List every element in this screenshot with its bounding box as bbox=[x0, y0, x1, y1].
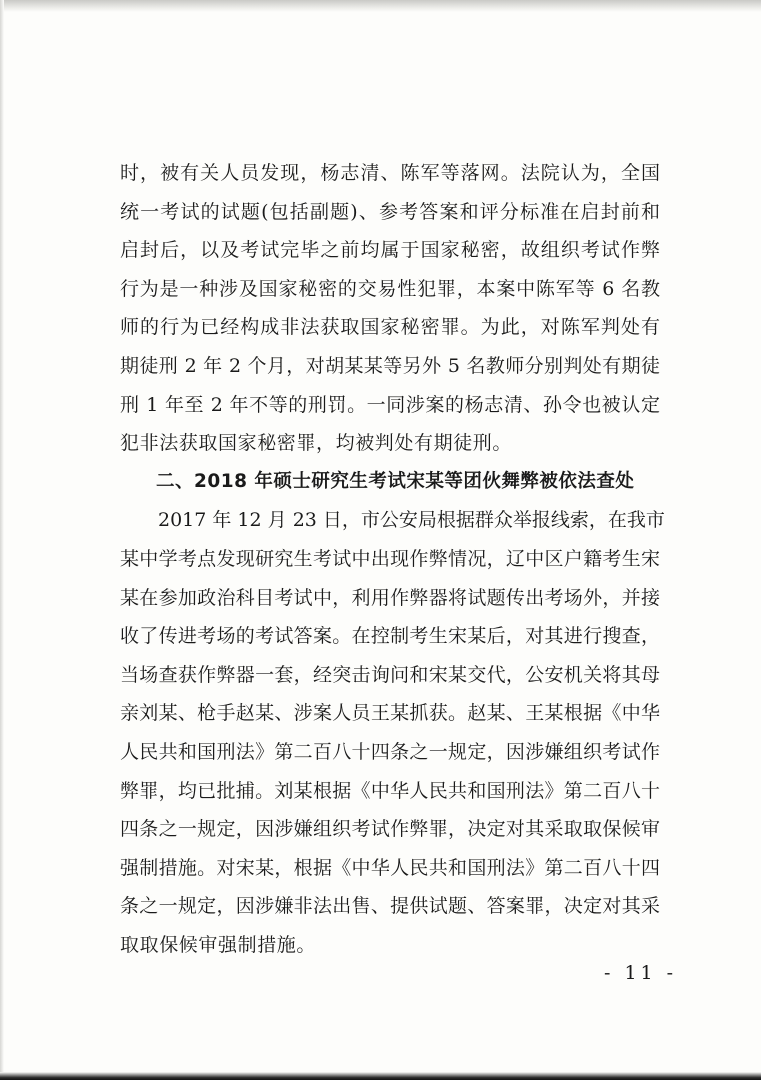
text-line: 亲刘某、枪手赵某、涉案人员王某抓获。赵某、王某根据《中华 bbox=[120, 702, 660, 725]
document-body bbox=[120, 154, 665, 964]
text-line: 统一考试的试题(包括副题)、参考答案和评分标准在启封前和 bbox=[120, 200, 660, 223]
text-line: 师的行为已经构成非法获取国家秘密罪。为此，对陈军判处有 bbox=[120, 316, 660, 339]
text-line: 犯非法获取国家秘密罪，均被判处有期徒刑。 bbox=[120, 432, 513, 455]
text-line: 某在参加政治科目考试中，利用作弊器将试题传出考场外，并接 bbox=[120, 586, 660, 609]
text-line: 取取保候审强制措施。 bbox=[120, 933, 317, 956]
text-line: 当场查获作弊器一套，经突击询问和宋某交代，公安机关将其母 bbox=[120, 663, 660, 686]
text-line: 弊罪，均已批捕。刘某根据《中华人民共和国刑法》第二百八十 bbox=[120, 779, 660, 802]
section-heading: 二、2018 年硕士研究生考试宋某等团伙舞弊被依法查处 bbox=[156, 470, 635, 492]
text-line: 收了传进考场的考试答案。在控制考生宋某后，对其进行搜查， bbox=[120, 625, 660, 648]
text-line: 行为是一种涉及国家秘密的交易性犯罪，本案中陈军等 6 名教 bbox=[120, 277, 660, 300]
scan-edge-bottom bbox=[0, 1072, 761, 1080]
text-line: 期徒刑 2 年 2 个月，对胡某某等另外 5 名教师分别判处有期徒 bbox=[120, 354, 660, 377]
paragraph-court-ruling bbox=[120, 154, 660, 463]
text-line: 四条之一规定，因涉嫌组织考试作弊罪，决定对其采取取保候审 bbox=[120, 818, 660, 841]
text-line: 时，被有关人员发现，杨志清、陈军等落网。法院认为，全国 bbox=[120, 162, 660, 184]
text-line: 强制措施。对宋某，根据《中华人民共和国刑法》第二百八十四 bbox=[120, 856, 660, 879]
scan-edge-top bbox=[0, 0, 761, 12]
text-line: 2017 年 12 月 23 日，市公安局根据群众举报线索，在我市 bbox=[158, 509, 665, 532]
page-number: - 11 - bbox=[604, 962, 678, 984]
scan-edge-left bbox=[0, 0, 4, 1080]
text-line: 人民共和国刑法》第二百八十四条之一规定，因涉嫌组织考试作 bbox=[120, 740, 660, 763]
text-line: 启封后，以及考试完毕之前均属于国家秘密，故组织考试作弊 bbox=[120, 239, 660, 262]
paragraph-2018-case bbox=[120, 501, 665, 964]
text-line: 刑 1 年至 2 年不等的刑罚。一同涉案的杨志清、孙令也被认定 bbox=[120, 393, 660, 416]
text-line: 条之一规定，因涉嫌非法出售、提供试题、答案罪，决定对其采 bbox=[120, 895, 660, 918]
text-line: 某中学考点发现研究生考试中出现作弊情况，辽中区户籍考生宋 bbox=[120, 547, 660, 570]
